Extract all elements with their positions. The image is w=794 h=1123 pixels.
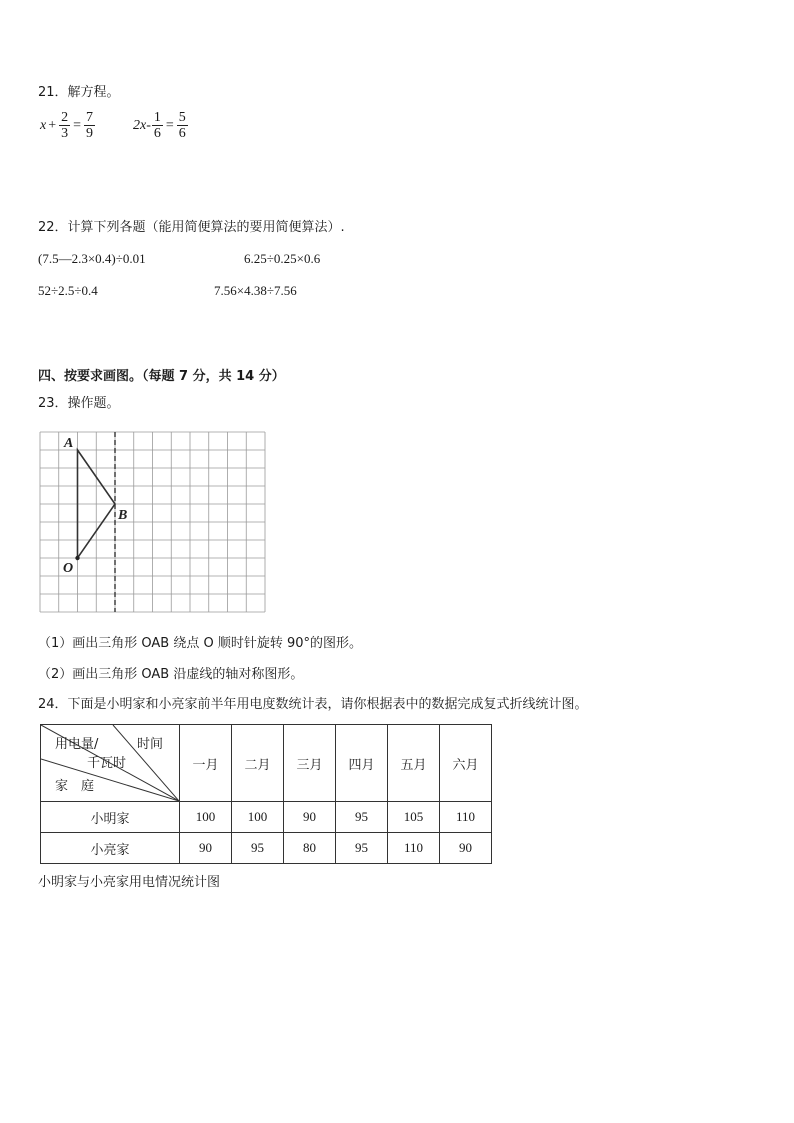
month-header-6: 六月: [440, 725, 492, 802]
eq1-numerator-left: 2: [61, 110, 69, 125]
eq1-fraction-right: [84, 110, 95, 141]
chart-title: 小明家与小亮家用电情况统计图: [38, 875, 221, 890]
table-cell: 110: [388, 833, 440, 864]
header-unit-label-a: 用电量/: [55, 737, 99, 752]
table-row: [41, 802, 492, 833]
q21-equation-1: [40, 110, 96, 141]
month-header-2: 二月: [232, 725, 284, 802]
month-header-4: 四月: [336, 725, 388, 802]
eq1-denominator-right: 9: [86, 126, 94, 141]
table-cell: 100: [180, 802, 232, 833]
eq2-denominator-right: 6: [178, 126, 186, 141]
header-unit-label-b: 千瓦时: [87, 756, 127, 771]
eq2-fraction-right: [177, 110, 188, 141]
row-name: 小亮家: [41, 833, 180, 864]
table-header-row: [41, 725, 492, 802]
q22-item-1: (7.5—2.3×0.4)÷0.01: [38, 251, 146, 266]
table-cell: 100: [232, 802, 284, 833]
q23-grid-figure: [38, 430, 268, 617]
eq2-equals: =: [165, 117, 174, 133]
q21-equation-2: [133, 110, 189, 141]
grid-lines: [40, 432, 265, 612]
eq2-fraction-left: [152, 110, 163, 141]
point-o-dot: [75, 556, 79, 560]
table-cell: 95: [336, 833, 388, 864]
eq2-numerator-right: 5: [178, 110, 186, 125]
q23-sub-2: （2）画出三角形 OAB 沿虚线的轴对称图形。: [38, 667, 304, 682]
table-cell: 95: [336, 802, 388, 833]
section-4-title: 四、按要求画图。（每题 7 分，共 14 分）: [38, 369, 285, 384]
month-header-3: 三月: [284, 725, 336, 802]
eq1-equals: =: [73, 117, 82, 133]
table-corner-header: [41, 725, 180, 802]
eq1-var: x: [40, 117, 47, 133]
electricity-usage-table: [40, 724, 492, 864]
point-b-label: B: [118, 508, 128, 523]
month-header-1: 一月: [180, 725, 232, 802]
table-cell: 90: [284, 802, 336, 833]
eq1-numerator-right: 7: [86, 110, 94, 125]
q22-item-3: 52÷2.5÷0.4: [38, 283, 98, 298]
q21-label: 21．解方程。: [38, 85, 120, 100]
table-cell: 90: [440, 833, 492, 864]
month-header-5: 五月: [388, 725, 440, 802]
table-cell: 105: [388, 802, 440, 833]
eq1-op: +: [48, 117, 57, 133]
point-o-label: O: [63, 561, 74, 576]
table-cell: 95: [232, 833, 284, 864]
q22-item-4: 7.56×4.38÷7.56: [214, 283, 297, 298]
header-time-label: 时间: [137, 737, 164, 752]
table-cell: 110: [440, 802, 492, 833]
eq2-coef: 2x: [133, 117, 147, 133]
q22-item-2: 6.25÷0.25×0.6: [244, 251, 321, 266]
eq2-numerator-left: 1: [153, 110, 161, 125]
table-cell: 80: [284, 833, 336, 864]
table-cell: 90: [180, 833, 232, 864]
eq2-denominator-left: 6: [153, 126, 161, 141]
q22-label: 22．计算下列各题（能用简便算法的要用简便算法）.: [38, 220, 345, 235]
eq2-op: -: [146, 117, 151, 133]
q24-label: 24．下面是小明家和小亮家前半年用电度数统计表，请你根据表中的数据完成复式折线统计图。: [38, 697, 588, 712]
row-name: 小明家: [41, 802, 180, 833]
q23-sub-1: （1）画出三角形 OAB 绕点 O 顺时针旋转 90°的图形。: [38, 636, 363, 651]
eq1-fraction-left: [59, 110, 70, 141]
header-family-label: 家 庭: [55, 779, 95, 794]
q23-label: 23．操作题。: [38, 396, 120, 411]
point-a-label: A: [64, 436, 74, 451]
eq1-denominator-left: 3: [61, 126, 69, 141]
table-row: [41, 833, 492, 864]
